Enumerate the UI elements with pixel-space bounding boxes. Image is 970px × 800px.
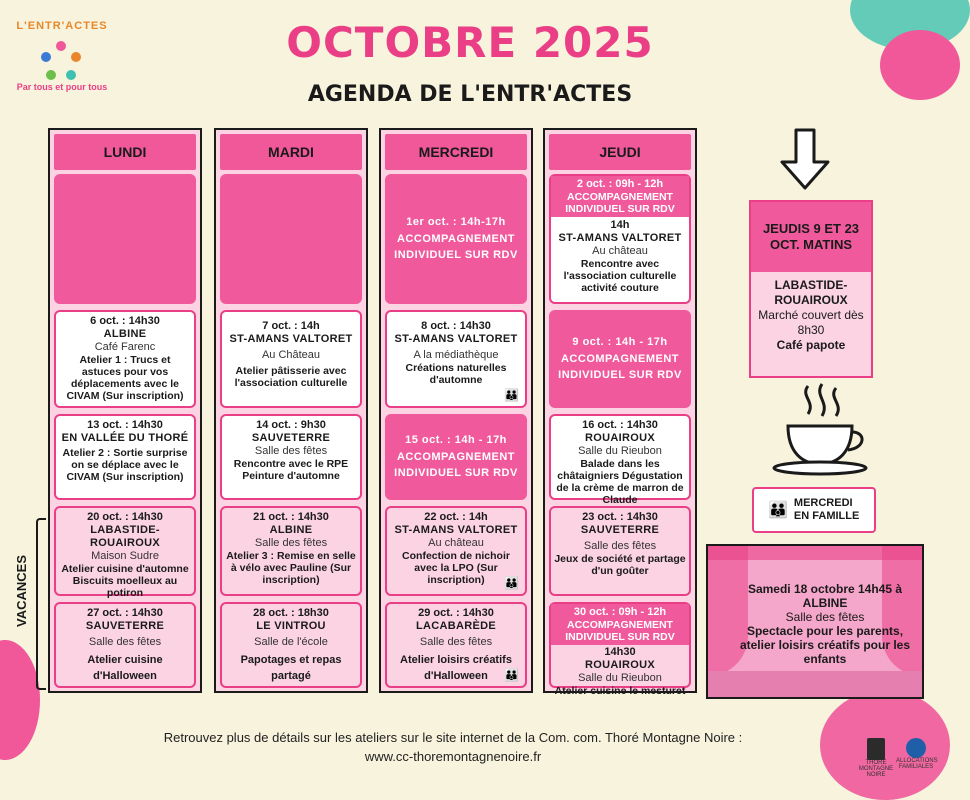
event-slot — [551, 604, 689, 645]
column-mardi — [214, 128, 368, 693]
event-time: 14h — [610, 219, 630, 231]
event-date: 28 oct. : 18h30 — [253, 607, 329, 619]
event-date: 30 oct. : 09h - 12h — [573, 606, 667, 618]
logo-tagline: Par tous et pour tous — [16, 82, 108, 92]
event-card — [549, 414, 691, 506]
family-icon: 👪 — [768, 501, 788, 519]
event-town: LABASTIDE-ROUAIROUX — [774, 278, 848, 307]
day-header: LUNDI — [54, 134, 196, 170]
event-desc: Jeux de société et partage d'un goûter — [554, 553, 686, 577]
event-card — [385, 414, 527, 500]
mercredi-famille-legend — [752, 487, 876, 533]
event-card — [220, 310, 362, 408]
event-town: SAUVETERRE — [251, 432, 331, 444]
event-town: ST-AMANS VALTORET — [558, 232, 682, 244]
event-desc: Confection de nichoir avec la LPO (Sur inscription) — [402, 550, 510, 586]
event-place: Marché couvert dès 8h30 — [758, 308, 864, 337]
day-header: JEUDI — [549, 134, 691, 170]
vacances-bracket — [36, 518, 46, 690]
samedi-text — [738, 582, 912, 666]
event-time: 14h30 — [604, 646, 636, 658]
event-town: SAUVETERRE — [85, 620, 165, 632]
event-desc: Atelier 3 : Remise en selle à vélo avec Pauline (Sur inscription) — [226, 550, 356, 586]
event-date: 8 oct. : 14h30 — [421, 320, 491, 332]
partner-logo-thore — [858, 738, 894, 778]
jeudis-matins-box — [749, 200, 873, 378]
partner-name: ALLOCATIONS FAMILIALES — [896, 758, 938, 770]
event-desc: Atelier 1 : Trucs et astuces pour vos déplacements avec le CIVAM (Sur inscription) — [66, 354, 184, 402]
event-desc: Atelier cuisine d'automne Biscuits moelleux au potiron — [61, 563, 189, 599]
event-date: 1er oct. : 14h-17h — [406, 216, 506, 228]
event-date: 13 oct. : 14h30 — [87, 419, 163, 431]
footer-text: Retrouvez plus de détails sur les ateliers sur le site internet de la Com. com. Thoré Montagne Noire : — [163, 730, 743, 745]
event-place: Au château — [592, 245, 648, 257]
event-date: 16 oct. : 14h30 — [582, 419, 658, 431]
event-place: Salle des fêtes — [583, 540, 657, 552]
event-town: EN VALLÉE DU THORÉ — [61, 432, 189, 444]
event-date: 20 oct. : 14h30 — [87, 511, 163, 523]
event-desc: Atelier pâtisserie avec l'association culturelle — [234, 365, 348, 389]
event-place: Au château — [428, 537, 484, 549]
event-town: SAUVETERRE — [580, 524, 660, 536]
event-desc: ACCOMPAGNEMENT INDIVIDUEL SUR RDV — [394, 233, 518, 261]
event-card — [385, 506, 527, 596]
event-card — [549, 506, 691, 596]
partner-logo-caf — [896, 738, 936, 778]
family-icon: 👪 — [504, 668, 519, 682]
event-town: LE VINTROU — [256, 620, 326, 632]
event-card — [54, 602, 196, 688]
logo-name: L'ENTR'ACTES — [16, 20, 108, 32]
event-town: ST-AMANS VALTORET — [394, 524, 518, 536]
event-desc: Rencontre avec le RPE Peinture d'automne — [233, 458, 349, 482]
event-date: 7 oct. : 14h — [262, 320, 320, 332]
legend-label: MERCREDI EN FAMILLE — [793, 497, 860, 522]
event-town: ALBINE — [103, 328, 147, 340]
event-place: Salle des fêtes — [88, 636, 162, 648]
event-place: Salle des fêtes — [419, 636, 493, 648]
footer — [0, 728, 906, 766]
event-card — [549, 602, 691, 697]
stage-audience — [708, 671, 922, 697]
event-place: Café Farenc — [94, 341, 156, 353]
event-town: ROUAIROUX — [585, 659, 655, 671]
event-card — [385, 174, 527, 304]
event-place: Salle du Rieubon — [578, 445, 662, 457]
event-card — [54, 310, 196, 408]
partner-name: THORÉ MONTAGNE NOIRE — [858, 760, 894, 778]
family-icon: 👪 — [504, 576, 519, 590]
event-card — [220, 414, 362, 500]
footer-website-link[interactable]: www.cc-thoremontagnenoire.fr — [364, 749, 542, 764]
event-card — [54, 506, 196, 599]
column-lundi — [48, 128, 202, 693]
day-header: MARDI — [220, 134, 362, 170]
event-desc: Balade dans les châtaigniers Dégustation de la crème de marron de Claude — [556, 458, 684, 506]
empty-slot — [220, 174, 362, 304]
event-town: ALBINE — [269, 524, 313, 536]
event-card — [549, 310, 691, 408]
event-desc: ACCOMPAGNEMENT INDIVIDUEL SUR RDV — [565, 619, 675, 643]
event-desc: ACCOMPAGNEMENT INDIVIDUEL SUR RDV — [565, 191, 675, 215]
jeudis-header: JEUDIS 9 ET 23 OCT. MATINS — [751, 202, 871, 272]
event-card — [385, 602, 527, 688]
event-date: Samedi 18 octobre 14h45 à ALBINE — [747, 582, 903, 610]
day-header: MERCREDI — [385, 134, 527, 170]
event-desc: Atelier 2 : Sortie surprise on se déplace avec le CIVAM (Sur inscription) — [62, 447, 188, 483]
event-town: ST-AMANS VALTORET — [229, 333, 353, 345]
event-slot — [551, 176, 689, 217]
event-town: ROUAIROUX — [585, 432, 655, 444]
column-mercredi — [379, 128, 533, 693]
event-card — [220, 602, 362, 688]
event-town: LABASTIDE-ROUAIROUX — [90, 524, 160, 549]
event-card — [549, 174, 691, 304]
vacances-label: VACANCES — [14, 555, 29, 627]
page-title: OCTOBRE 2025 — [286, 18, 654, 67]
down-arrow-icon — [780, 128, 832, 192]
event-town: LACABARÈDE — [416, 620, 496, 632]
event-date: 15 oct. : 14h - 17h — [405, 434, 507, 446]
event-date: 29 oct. : 14h30 — [418, 607, 494, 619]
event-place: Salle des fêtes — [254, 445, 328, 457]
coffee-cup-icon — [766, 382, 876, 478]
event-date: 14 oct. : 9h30 — [256, 419, 326, 431]
event-slot — [551, 645, 689, 698]
event-desc: ACCOMPAGNEMENT INDIVIDUEL SUR RDV — [558, 353, 682, 381]
event-slot — [551, 217, 689, 296]
event-desc: Spectacle pour les parents, atelier loisirs créatifs pour les enfants — [739, 624, 911, 666]
event-place: Maison Sudre — [91, 550, 159, 562]
event-place: Salle des fêtes — [254, 537, 328, 549]
event-date: 23 oct. : 14h30 — [582, 511, 658, 523]
event-town: ST-AMANS VALTORET — [394, 333, 518, 345]
event-card — [220, 506, 362, 596]
event-date: 6 oct. : 14h30 — [90, 315, 160, 327]
event-desc: Atelier cuisine le mesturet — [554, 685, 686, 697]
event-desc: Café papote — [776, 338, 846, 352]
samedi-spectacle-box — [706, 544, 924, 699]
empty-slot — [54, 174, 196, 304]
event-card — [385, 310, 527, 408]
event-card — [54, 414, 196, 500]
event-place: A la médiathèque — [413, 349, 499, 361]
family-icon: 👪 — [504, 388, 519, 402]
event-place: Salle de l'école — [254, 636, 328, 648]
event-desc: Atelier loisirs créatifs d'Halloween — [400, 654, 512, 682]
event-date: 22 oct. : 14h — [424, 511, 488, 523]
event-desc: Rencontre avec l'association culturelle activité couture — [563, 258, 677, 294]
event-place: Salle du Rieubon — [578, 672, 662, 684]
event-date: 21 oct. : 14h30 — [253, 511, 329, 523]
event-desc: Papotages et repas partagé — [240, 654, 342, 682]
page-subtitle: AGENDA DE L'ENTR'ACTES — [307, 82, 633, 107]
jeudis-body — [751, 272, 871, 376]
event-date: 27 oct. : 14h30 — [87, 607, 163, 619]
event-desc: ACCOMPAGNEMENT INDIVIDUEL SUR RDV — [394, 451, 518, 479]
event-date: 9 oct. : 14h - 17h — [572, 336, 668, 348]
event-date: 2 oct. : 09h - 12h — [576, 178, 664, 190]
event-desc: Atelier cuisine d'Halloween — [87, 654, 163, 682]
event-place: Au Château — [261, 349, 321, 361]
event-desc: Créations naturelles d'automne — [405, 362, 507, 386]
column-jeudi — [543, 128, 697, 697]
event-place: Salle des fêtes — [785, 610, 865, 624]
